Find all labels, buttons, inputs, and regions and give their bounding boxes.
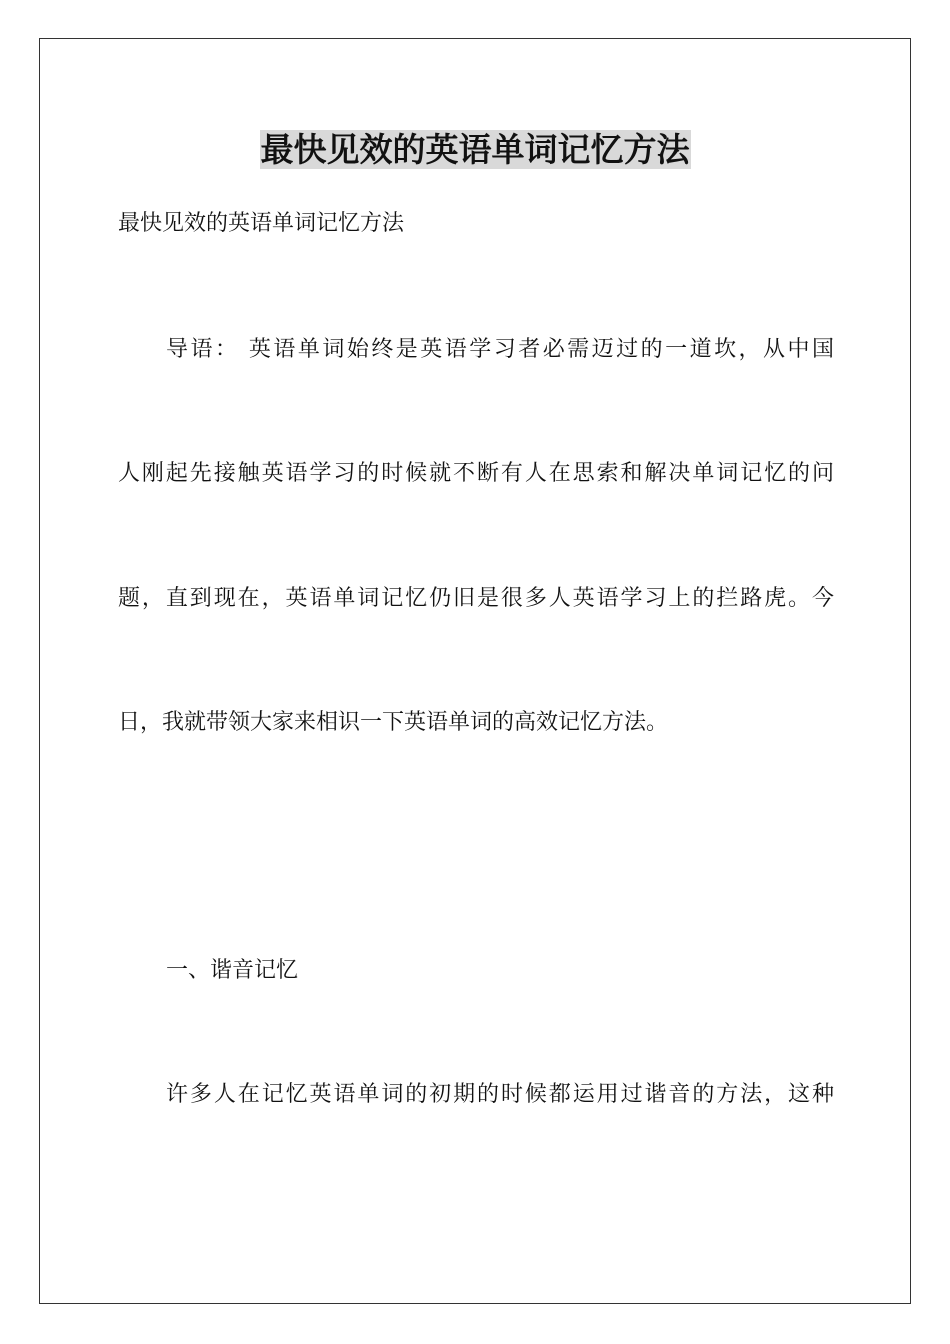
document-title (0, 128, 950, 172)
section-heading: 一、谐音记忆 (166, 958, 299, 983)
intro-line-3: 题，直到现在，英语单词记忆仍旧是很多人英语学习上的拦路虎。今 (118, 586, 834, 611)
intro-line-1: 导语： 英语单词始终是英语学习者必需迈过的一道坎，从中国 (166, 337, 834, 362)
document-title-text: 最快见效的英语单词记忆方法 (260, 130, 690, 169)
section-body-line-1: 许多人在记忆英语单词的初期的时候都运用过谐音的方法，这种 (166, 1082, 834, 1107)
intro-line-4: 日，我就带领大家来相识一下英语单词的高效记忆方法。 (118, 710, 669, 735)
intro-line-2: 人刚起先接触英语学习的时候就不断有人在思索和解决单词记忆的问 (118, 461, 834, 486)
document-subtitle: 最快见效的英语单词记忆方法 (118, 211, 405, 236)
